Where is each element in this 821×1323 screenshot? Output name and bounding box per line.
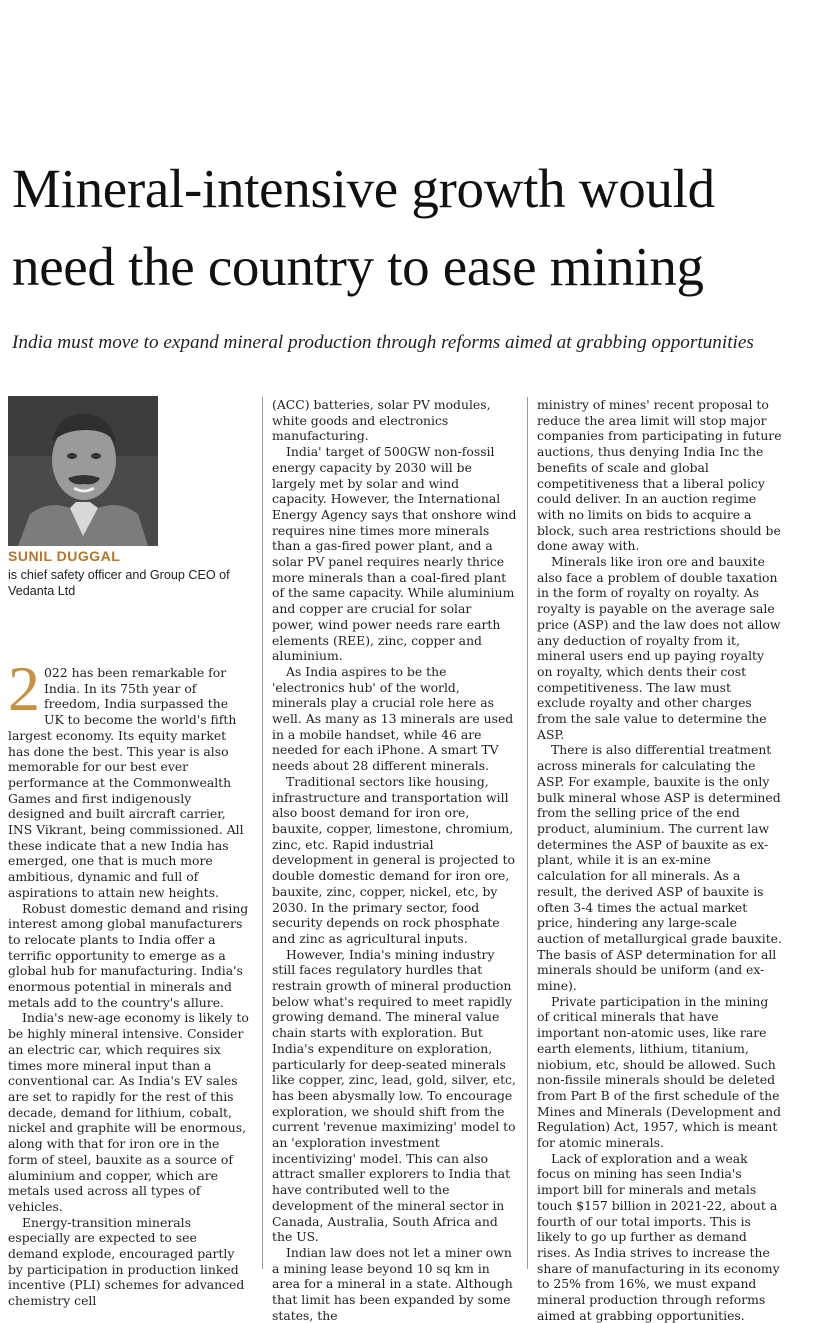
column-divider [262, 397, 263, 1269]
body-paragraph: Robust domestic demand and rising interest among global manufacturers to relocate plants to India offer a terrific opportunity to emerge as a global hub for manufacturing. India's enormous potential in minerals and metals add to the country's allure. [8, 900, 249, 1010]
body-paragraph: Indian law does not let a miner own a mining lease beyond 10 sq km in area for a mineral in a state. Although that limit has been expanded by some states, the [272, 1244, 513, 1323]
body-paragraph: 2 022 has been remarkable for India. In its 75th year of freedom, India surpassed the UK to become the world's fifth largest economy. Its equity market has done the best. This year is also memorable for our best ever performance at the Commonwealth Games and first indigenously designed and built aircraft carrier, INS Vikrant, being commissioned. All these indicate that a new India has emerged, one that is much more ambitious, dynamic and full of aspirations to attain new heights. [8, 653, 244, 900]
body-paragraph: There is also differential treatment across minerals for calculating the ASP. For example, bauxite is the only bulk mineral whose ASP is determined from the selling price of the end product, aluminium. The current law determines the ASP of bauxite as ex-plant, while it is an ex-mine calculation for all minerals. As a result, the derived ASP of bauxite is often 3-4 times the actual market price, hindering any large-scale auction of metallurgical grade bauxite. The basis of ASP determination for all minerals should be uniform (and ex-mine). [537, 742, 782, 994]
body-paragraph: India's new-age economy is likely to be highly mineral intensive. Consider an electric car, which requires six times more mineral input than a conventional car. As India's EV sales are set to rapidly for the rest of this decade, demand for lithium, cobalt, nickel and graphite will be enormous, along with that for iron ore in the form of steel, bauxite as a source of aluminium and copper, which are metals used across all types of vehicles. [8, 1010, 249, 1214]
author-name: SUNIL DUGGAL [8, 548, 121, 564]
article-column-3 [537, 397, 782, 1323]
body-paragraph: However, India's mining industry still faces regulatory hurdles that restrain growth of mineral production below what's required to meet rapidly growing demand. The mineral value chain starts with exploration. But India's expenditure on exploration, particularly for deep-seated minerals like copper, zinc, lead, gold, silver, etc, has been abysmally low. To encourage exploration, we should shift from the current 'revenue maximizing' model to an 'exploration investment incentivizing' model. This can also attract smaller explorers to India that have contributed well to the development of the mineral sector in Canada, Australia, South Africa and the US. [272, 946, 516, 1245]
body-paragraph: India' target of 500GW non-fossil energy capacity by 2030 will be largely met by solar and wind capacity. However, the International Energy Agency says that onshore wind requires nine times more minerals than a gas-fired power plant, and a solar PV panel requires nearly thrice more minerals than a coal-fired plant of the same capacity. While aluminium and copper are crucial for solar power, wind power needs rare earth elements (REE), zinc, copper and aluminium. [272, 444, 517, 664]
column-divider [527, 397, 528, 1269]
drop-cap: 2 [8, 653, 40, 724]
body-paragraph: Traditional sectors like housing, infrastructure and transportation will also boost demand for iron ore, bauxite, copper, limestone, chromium, zinc, etc. Rapid industrial development in general is projected to double domestic demand for iron ore, bauxite, zinc, copper, nickel, etc, by 2030. In the primary sector, food security depends on rock phosphate and zinc as agricultural inputs. [272, 773, 515, 946]
body-paragraph: Minerals like iron ore and bauxite also face a problem of double taxation in the form of royalty on royalty. As royalty is payable on the average sale price (ASP) and the law does not allow any deduction of royalty from it, mineral users end up paying royalty on royalty, which dents their cost competitiveness. The law must exclude royalty and other charges from the sale value to determine the ASP. [537, 554, 781, 742]
body-paragraph: (ACC) batteries, solar PV modules, white goods and electronics manufacturing. [272, 397, 491, 444]
headline: Mineral-intensive growth would need the country to ease mining [12, 158, 715, 297]
body-paragraph: Energy-transition minerals especially are expected to see demand explode, encouraged partly by participation in production linked incentive (PLI) schemes for advanced chemistry cell [8, 1214, 245, 1309]
author-portrait-icon [8, 396, 158, 546]
article-column-1 [8, 653, 250, 1309]
body-paragraph: Private participation in the mining of critical minerals that have important non-atomic uses, like rare earth elements, lithium, titanium, niobium, etc, should be allowed. Such non-fissile minerals should be deleted from Part B of the first schedule of the Mines and Minerals (Development and Regulation) Act, 1957, which is meant for atomic minerals. [537, 993, 782, 1151]
standfirst: India must move to expand mineral production through reforms aimed at grabbing opportunities [12, 332, 754, 353]
author-bio: is chief safety officer and Group CEO of Vedanta Ltd [8, 568, 230, 598]
body-paragraph: ministry of mines' recent proposal to reduce the area limit will stop major companies from participating in future auctions, thus denying India Inc the benefits of scale and global competitiveness that a liberal policy could deliver. In an auction regime with no limits on bids to acquire a block, such area restrictions should be done away with. [537, 397, 782, 554]
article-column-2 [272, 397, 517, 1323]
body-paragraph: Lack of exploration and a weak focus on mining has seen India's import bill for minerals and metals touch $157 billion in 2021-22, about a fourth of our total imports. This is likely to go up further as demand rises. As India strives to increase the share of manufacturing in its economy to 25% from 16%, we must expand mineral production through reforms aimed at grabbing opportunities. [537, 1150, 780, 1323]
body-paragraph: As India aspires to be the 'electronics hub' of the world, minerals play a crucial role here as well. As many as 13 minerals are used in a mobile handset, while 46 are needed for each iPhone. A smart TV needs about 28 different minerals. [272, 663, 514, 774]
author-photo [8, 396, 158, 546]
